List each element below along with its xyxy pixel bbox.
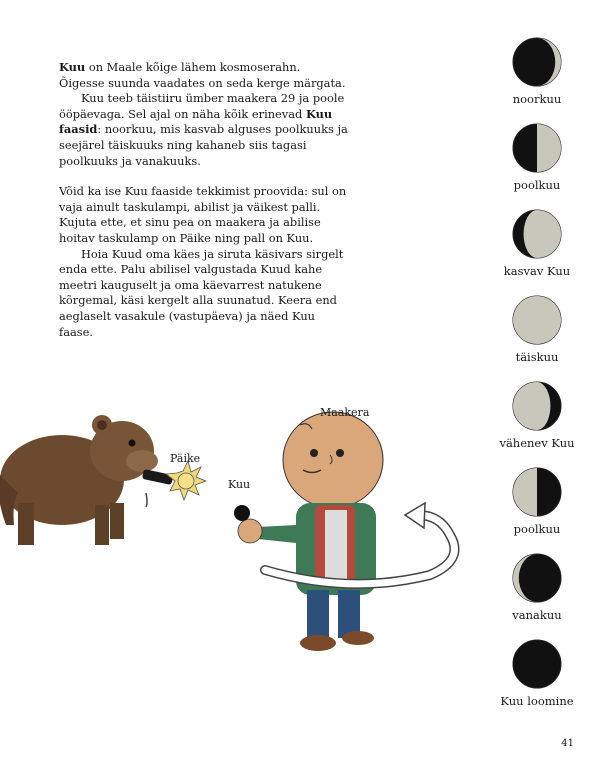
bear-illustration xyxy=(0,415,173,545)
moon-icon xyxy=(511,638,563,690)
moon-icon xyxy=(511,466,563,518)
moon-icon xyxy=(511,552,563,604)
moon-phase xyxy=(492,294,582,364)
bold-term: Kuu xyxy=(59,60,86,74)
paragraph xyxy=(59,184,349,246)
text-run: Hoia Kuud oma käes ja siruta käsivars sirgelt enda ette. Palu abilisel valgustada Kuud kahe meetri kauguselt ja oma käevarrest natukene kõrgemal, käsi kergelt alla suunatud. Keera end aeglaselt vasakule (vastupäeva) ja näed Kuu faase. xyxy=(59,246,344,339)
moon-icon xyxy=(511,380,563,432)
paragraph xyxy=(59,60,349,91)
text-run: Võid ka ise Kuu faaside tekkimist proovida: sul on vaja ainult taskulampi, abilist ja väikest palli. Kujuta ette, et sinu pea on maakera ja abilise hoitav taskulamp on Päike ning pall on Kuu. xyxy=(59,184,347,245)
moon-icon xyxy=(511,294,563,346)
moon-icon xyxy=(511,122,563,174)
text-run: on Maale kõige lähem kosmoserahn. Õigesse suunda vaadates on seda kerge märgata. xyxy=(59,60,346,90)
label-kuu: Kuu xyxy=(228,478,251,491)
text-run: : noorkuu, mis kasvab alguses poolkuuks ja seejärel täiskuuks ning kahaneb siis tagasi poolkuuks ja vanakuuks. xyxy=(59,122,348,168)
moon-phase xyxy=(492,380,582,450)
moon-phase-label: kasvav Kuu xyxy=(503,264,571,278)
label-maakera: Maakera xyxy=(320,406,370,419)
body-text xyxy=(59,60,349,340)
moon-phase-label: Kuu loomine xyxy=(500,694,574,708)
bold-term: Kuu faasid xyxy=(59,106,333,137)
moon-phase xyxy=(492,208,582,278)
moon-phase xyxy=(492,552,582,622)
illustration xyxy=(0,385,480,685)
boy-illustration xyxy=(234,412,383,651)
moon-phase-label: vähenev Kuu xyxy=(499,436,575,450)
moon-phase-label: poolkuu xyxy=(513,522,561,536)
moon-phase xyxy=(492,638,582,708)
moon-phase-label: vanakuu xyxy=(512,608,562,622)
paragraph xyxy=(59,247,349,341)
paragraph xyxy=(59,91,349,169)
label-paike: Päike xyxy=(170,452,201,465)
moon-phase xyxy=(492,466,582,536)
moon-phase-label: noorkuu xyxy=(512,92,562,106)
moon-phase-label: poolkuu xyxy=(513,178,561,192)
page-number: 41 xyxy=(561,738,574,749)
moon-icon xyxy=(511,208,563,260)
moon-icon xyxy=(511,36,563,88)
moon-phase xyxy=(492,122,582,192)
text-run: Kuu teeb täistiiru ümber maakera 29 ja poole ööpäevaga. Sel ajal on näha kõik erinevad xyxy=(59,91,345,121)
moon-phase xyxy=(492,36,582,106)
moon-phase-label: täiskuu xyxy=(515,350,559,364)
